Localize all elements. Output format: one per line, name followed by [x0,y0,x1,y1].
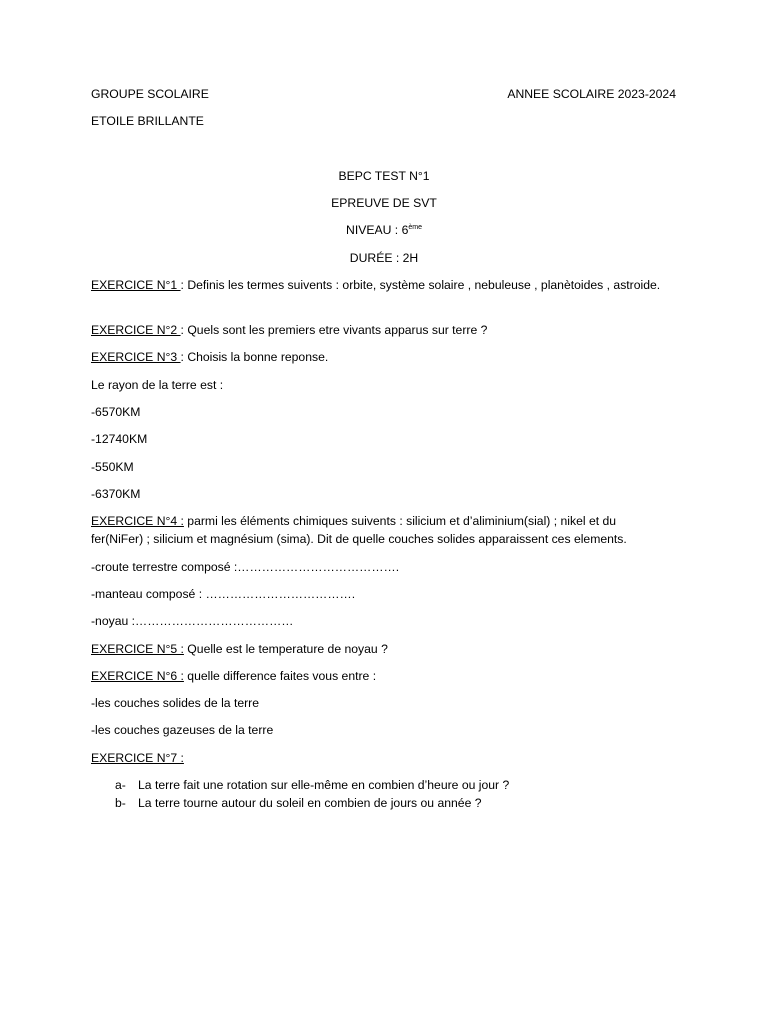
exercice-3 [91,349,328,366]
list-marker: a- [115,778,126,792]
exercice-4-text: parmi les éléments chimiques suivents : silicium et d’aliminium(sial) ; nikel et du fer(NiFer) ; silicium et magnésium (sima). Dit de quelle couches solides apparaissent ces elements. [91,514,627,546]
exercice-1-label: EXERCICE N°1 [91,278,181,292]
exercice-2 [91,322,487,339]
exercice-5-label: EXERCICE N°5 : [91,642,184,656]
duree-line: DURÉE : 2H [349,251,419,265]
exercice-7 [91,750,184,767]
list-text: La terre fait une rotation sur elle-même en combien d’heure ou jour ? [138,778,510,792]
exercice-6-text: quelle difference faites vous entre : [183,669,377,683]
exercice-2-label: EXERCICE N°2 [91,323,181,337]
exercice-7-item-b [115,795,482,812]
exercice-3-text: : Choisis la bonne reponse. [180,350,329,364]
exercice-4-item: -croute terrestre composé :…………………………………. [91,560,400,574]
exercice-4-item: -noyau :………………………………… [91,614,294,628]
exercice-3-option: -6370KM [91,487,141,501]
exercice-5-text: Quelle est le temperature de noyau ? [183,642,388,656]
test-title: BEPC TEST N°1 [338,169,430,183]
exercice-3-option: -550KM [91,460,134,474]
exercice-4 [91,513,671,548]
exercice-1 [91,277,676,295]
exercice-7-label: EXERCICE N°7 : [91,751,184,765]
list-marker: b- [115,796,126,810]
exercice-3-option: -6570KM [91,405,141,419]
niveau-superscript: ème [408,224,422,231]
school-year: ANNEE SCOLAIRE 2023-2024 [507,87,676,101]
exercice-2-text: : Quels sont les premiers etre vivants apparus sur terre ? [180,323,488,337]
school-name-line1: GROUPE SCOLAIRE [91,87,209,101]
niveau-line [0,222,768,239]
exercice-5 [91,641,388,658]
exercice-1-text: : Definis les termes suivents : orbite, système solaire , nebuleuse , planètoides , astroide. [180,278,661,292]
exercice-6-item: -les couches solides de la terre [91,696,260,710]
exercice-7-item-a [115,777,509,794]
exercice-3-option: -12740KM [91,432,148,446]
list-text: La terre tourne autour du soleil en combien de jours ou année ? [138,796,482,810]
school-name-line2: ETOILE BRILLANTE [91,114,204,128]
exercice-3-label: EXERCICE N°3 [91,350,181,364]
exercice-6-label: EXERCICE N°6 : [91,669,184,683]
exercice-6-item: -les couches gazeuses de la terre [91,723,274,737]
exercice-6 [91,668,376,685]
exercice-4-label: EXERCICE N°4 : [91,514,184,528]
niveau-text: NIVEAU : 6 [346,223,409,237]
exercice-3-question: Le rayon de la terre est : [91,378,224,392]
exercice-4-item: -manteau composé : ………………………………. [91,587,356,601]
epreuve-title: EPREUVE DE SVT [331,196,437,210]
